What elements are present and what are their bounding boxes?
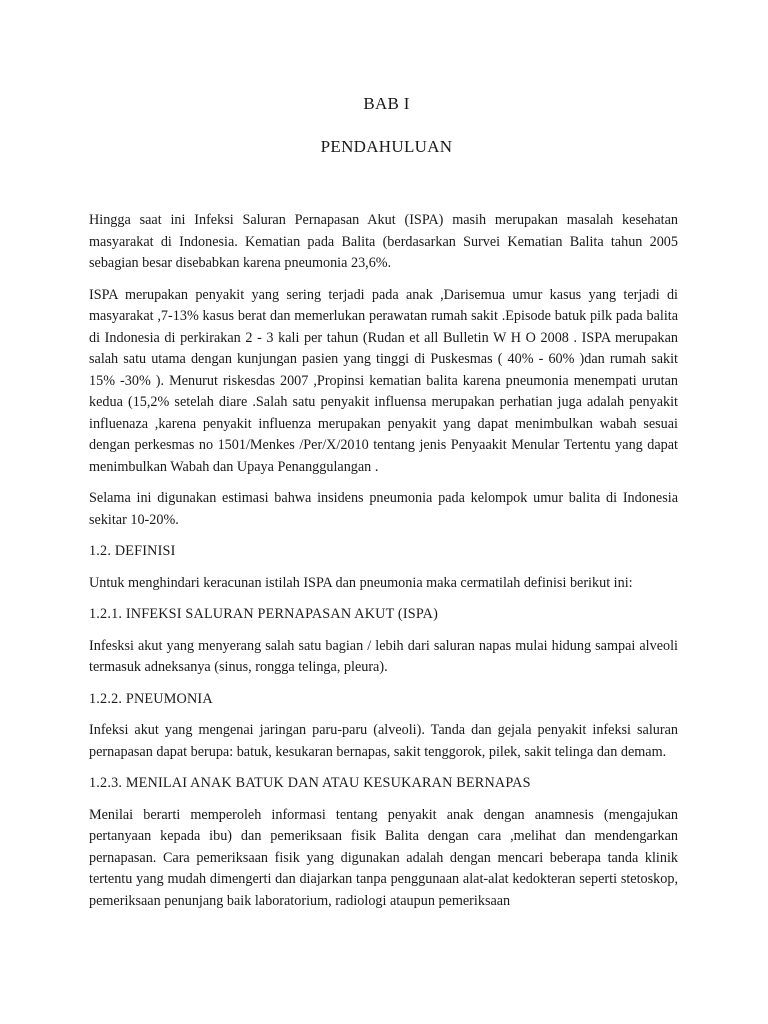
- section-heading: 1.2.1. INFEKSI SALURAN PERNAPASAN AKUT (ISPA): [89, 606, 439, 622]
- chapter-title: BAB I: [363, 94, 410, 113]
- paragraph: Infeksi akut yang mengenai jaringan paru-paru (alveoli). Tanda dan gejala penyakit infeksi saluran pernapasan dapat berupa: batuk, kesukaran bernapas, sakit tenggorok, pilek, sakit telinga dan demam.: [89, 722, 678, 760]
- section-heading: 1.2.2. PNEUMONIA: [89, 690, 213, 707]
- paragraph: Untuk menghindari keracunan istilah ISPA dan pneumonia maka cermatilah definisi berikut ini:: [89, 574, 633, 591]
- paragraph: Menilai berarti memperoleh informasi tentang penyakit anak dengan anamnesis (mengajukan pertanyaan kepada ibu) dan pemeriksaan fisik Balita dengan cara ,melihat dan mendengarkan pernapasan. Cara pemeriksaan fisik yang digunakan adalah dengan mencari beberapa tanda klinik tertentu yang mudah dimengerti dan diajarkan tanpa penggunaan alat-alat kedokteran seperti stetoskop, pemeriksaan penunjang baik laboratorium, radiologi ataupun pemeriksaan: [89, 806, 678, 909]
- chapter-subtitle: PENDAHULUAN: [320, 137, 453, 156]
- paragraph: Infesksi akut yang menyerang salah satu bagian / lebih dari saluran napas mulai hidung sampai alveoli termasuk adneksanya (sinus, rongga telinga, pleura).: [89, 637, 678, 675]
- section-heading: 1.2. DEFINISI: [89, 543, 176, 559]
- paragraph: Hingga saat ini Infeksi Saluran Pernapasan Akut (ISPA) masih merupakan masalah kesehatan masyarakat di Indonesia. Kematian pada Balita (berdasarkan Survei Kematian Balita tahun 2005 sebagian besar disebabkan karena pneumonia 23,6%.: [89, 212, 678, 271]
- page-content: [89, 92, 678, 922]
- section-heading: 1.2.3. MENILAI ANAK BATUK DAN ATAU KESUKARAN BERNAPAS: [89, 775, 531, 791]
- paragraph: Selama ini digunakan estimasi bahwa insidens pneumonia pada kelompok umur balita di Indonesia sekitar 10-20%.: [89, 490, 678, 528]
- paragraph: ISPA merupakan penyakit yang sering terjadi pada anak ,Darisemua umur kasus yang terjadi di masyarakat ,7-13% kasus berat dan memerlukan perawatan rumah sakit .Episode batuk pilk pada balita di Indonesia di perkirakan 2 - 3 kali per tahun (Rudan et all Bulletin W H O 2008 . ISPA merupakan salah satu utama dengan kunjungan pasien yang tinggi di Puskesmas ( 40% - 60% )dan rumah sakit 15% -30% ). Menurut riskesdas 2007 ,Propinsi kematian balita karena pneumonia menempati urutan kedua (15,2% setelah diare .Salah satu penyakit influensa merupakan perhatian juga adalah penyakit influenaza ,karena penyakit influenza merupakan penyakit yang dapat menimbulkan wabah sesuai dengan perkesmas no 1501/Menkes /Per/X/2010 tentang jenis Penyaakit Menular Tertentu yang dapat menimbulkan Wabah dan Upaya Penanggulangan .: [89, 286, 678, 475]
